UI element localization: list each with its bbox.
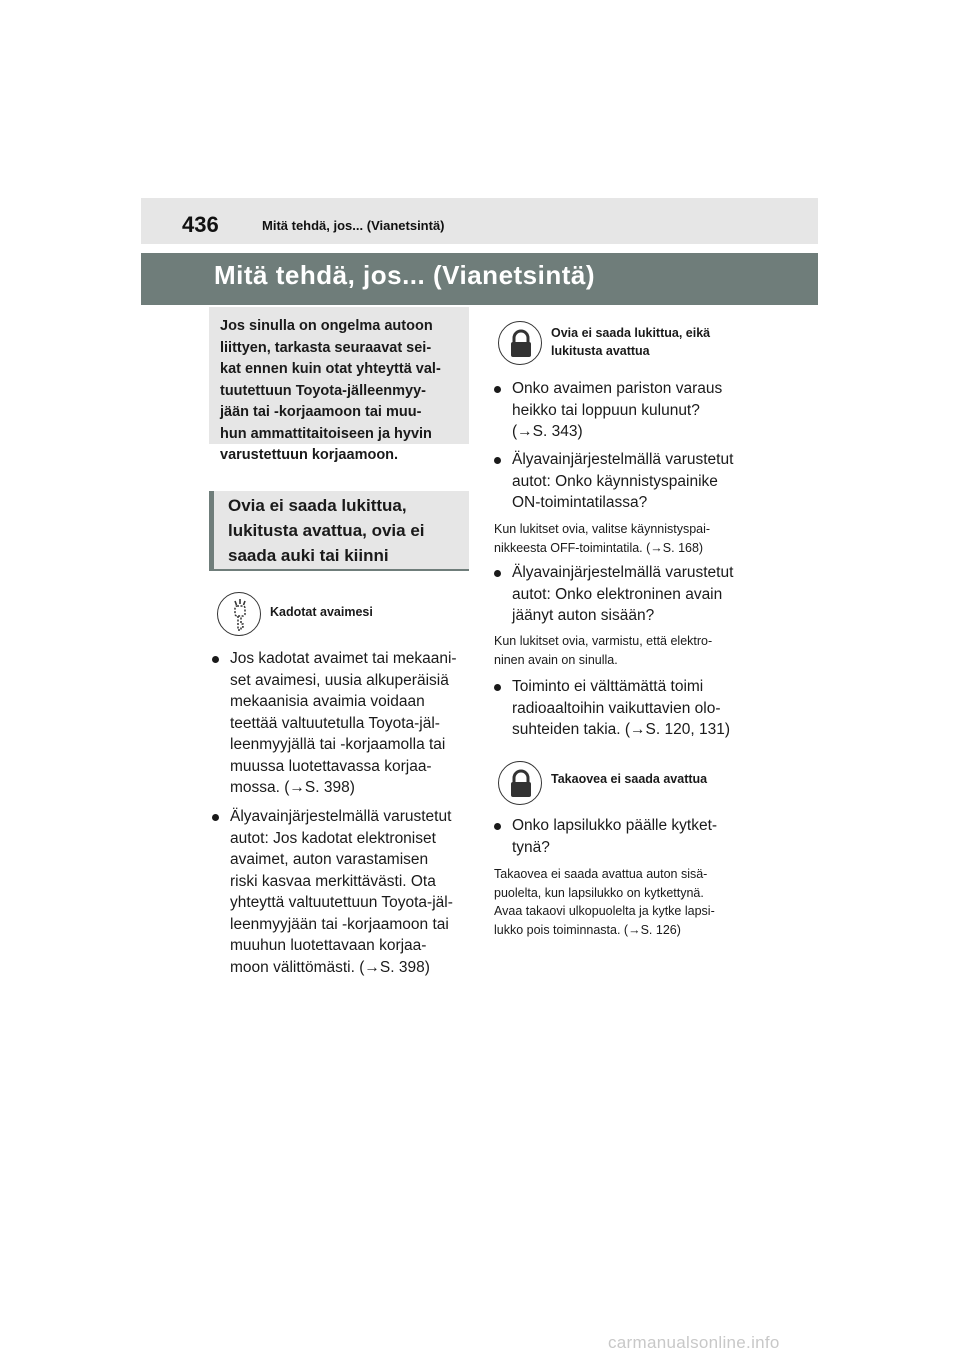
- note-text: Kun lukitset ovia, valitse käynnistyspai- nikkeesta OFF-toimintatila. (→S. 168): [494, 522, 711, 555]
- bullet-dot: [494, 386, 501, 393]
- watermark: carmanualsonline.info: [608, 1333, 780, 1352]
- bullet-dot: [494, 457, 501, 464]
- note-text: Takaovea ei saada avattua auton sisä- puolelta, kun lapsilukko on kytkettynä. Avaa takaovi ulkopuolelta ja kytke lapsi- lukko pois toiminnasta. (→S. 126): [494, 867, 715, 937]
- list-item-text: Älyavainjärjestelmällä varustetut autot: Onko elektroninen avain jäänyt auton sisään?: [512, 564, 734, 624]
- list-item: [494, 378, 744, 443]
- list-item: [212, 648, 462, 799]
- subsection-label-lost-keys: Kadotat avaimesi: [270, 605, 373, 619]
- bullet-dot: [212, 814, 219, 821]
- list-item: [212, 806, 462, 978]
- list-item-text: Älyavainjärjestelmällä varustetut autot: Onko käynnistyspainike ON-toimintatilassa?: [512, 451, 734, 511]
- running-header: Mitä tehdä, jos... (Vianetsintä): [262, 218, 445, 233]
- section-heading-text: Ovia ei saada lukittua, lukitusta avattua, ovia ei saada auki tai kiinni: [228, 496, 425, 565]
- intro-text: Jos sinulla on ongelma autoon liittyen, tarkasta seuraavat sei- kat ennen kuin otat yhteyttä val- tuutettuun Toyota-jälleenmyy- jään tai -korjaamoon tai muu- hun ammattitaitoiseen ja hyvin varustettuun korjaamoon.: [220, 318, 441, 463]
- list-item: [494, 562, 744, 627]
- key-icon: [217, 592, 261, 636]
- note-text: Kun lukitset ovia, varmistu, että elektro- ninen avain on sinulla.: [494, 634, 713, 667]
- section-heading: [209, 491, 469, 571]
- padlock-icon: [498, 761, 542, 805]
- list-item-text: Onko lapsilukko päälle kytket- tynä?: [512, 817, 718, 856]
- list-item: [494, 449, 744, 514]
- bullet-dot: [494, 684, 501, 691]
- bullet-dot: [494, 823, 501, 830]
- header-band: [141, 198, 818, 244]
- list-item: [494, 676, 744, 741]
- bullet-dot: [494, 570, 501, 577]
- page-number: 436: [182, 212, 219, 237]
- list-item: [494, 815, 744, 858]
- page-title: Mitä tehdä, jos... (Vianetsintä): [214, 260, 596, 290]
- subsection-label-lock: Ovia ei saada lukittua, eikä lukitusta avattua: [551, 326, 711, 358]
- list-item-text: Jos kadotat avaimet tai mekaani- set avaimesi, uusia alkuperäisiä mekaanisia avaimia voidaan teettää valtuutetulla Toyota-jäl- leenmyyjällä tai -korjaamolla tai muussa luotettavassa korjaa- mossa. (→S. 398): [230, 650, 457, 796]
- bullet-dot: [212, 656, 219, 663]
- list-item-text: Älyavainjärjestelmällä varustetut autot: Jos kadotat elektroniset avaimet, auton varastamisen riski kasvaa merkittävästi. Ota yhteyttä valtuutettuun Toyota-jäl- leenmyyjään tai -korjaamoon tai muuhun luotettavaan korjaa- moon välittömästi. (→S. 398): [230, 808, 453, 976]
- list-item-text: Onko avaimen pariston varaus heikko tai loppuun kulunut? (→S. 343): [512, 380, 723, 440]
- subsection-label-rear-door: Takaovea ei saada avattua: [551, 772, 708, 786]
- intro-box: [209, 307, 469, 463]
- padlock-icon: [498, 321, 542, 365]
- list-item-text: Toiminto ei välttämättä toimi radioaaltoihin vaikuttavien olo- suhteiden takia. (→S. 120, 131): [512, 678, 730, 738]
